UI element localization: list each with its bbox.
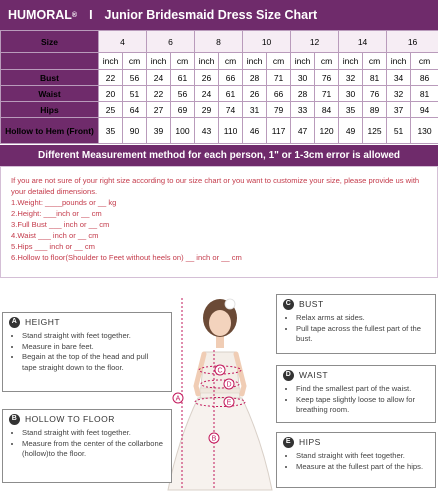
card-title [9, 317, 165, 328]
field-hollow-to-floor: 6.Hollow to floor(Shoulder to Feet without heels on) __ inch or __ cm [11, 253, 242, 262]
field-height: 2.Height: ___inch or __ cm [11, 209, 102, 218]
table-cell: 61 [219, 86, 243, 102]
table-cell: 66 [219, 70, 243, 86]
table-cell: 43 [195, 118, 219, 144]
badge-e-icon: E [283, 437, 294, 448]
table-cell: 76 [315, 70, 339, 86]
table-cell: 120 [315, 118, 339, 144]
list-item: • Measure at the fullest part of the hips. [296, 462, 429, 473]
table-cell: 86 [411, 70, 438, 86]
table-cell: 28 [291, 86, 315, 102]
waist-row [1, 86, 438, 102]
size-label: Size [1, 31, 99, 53]
unit-cm: cm [411, 53, 438, 70]
brand-name: HUMORAL [8, 8, 72, 22]
size-4: 4 [99, 31, 147, 53]
list-item: • Begain at the top of the head and pull tape straight down to the floor. [22, 352, 165, 373]
table-cell: 56 [171, 86, 195, 102]
table-cell: 90 [123, 118, 147, 144]
instructions-intro: If you are not sure of your right size according to our size chart or you want to customize your size, please provide us with your detailed dimensions. [11, 176, 420, 196]
card-heading: BUST [299, 299, 324, 310]
table-cell: 34 [387, 70, 411, 86]
trademark-symbol: ® [71, 11, 78, 19]
list-item: • Measure from the center of the collarbone (hollow)to the floor. [22, 439, 165, 460]
card-heading: HOLLOW TO FLOOR [25, 414, 115, 425]
table-cell: 56 [123, 70, 147, 86]
list-item: • Keep tape slightly loose to allow for breathing room. [296, 395, 429, 416]
field-weight: 1.Weight: ____pounds or __ kg [11, 198, 117, 207]
table-cell: 29 [195, 102, 219, 118]
unit-inch: inch [387, 53, 411, 70]
badge-c-icon: C [283, 299, 294, 310]
table-cell: 117 [267, 118, 291, 144]
size-12: 12 [291, 31, 339, 53]
table-cell: 31 [243, 102, 267, 118]
table-cell: 71 [267, 70, 291, 86]
table-cell: 32 [387, 86, 411, 102]
hips-row [1, 102, 438, 118]
unit-cm: cm [315, 53, 339, 70]
table-cell: 26 [195, 70, 219, 86]
table-cell: 49 [339, 118, 363, 144]
table-cell: 76 [363, 86, 387, 102]
face [209, 310, 231, 336]
size-chart-table [0, 30, 438, 144]
field-hips: 5.Hips ___ inch or __ cm [11, 242, 95, 251]
measurement-fields [11, 197, 427, 263]
table-cell: 130 [411, 118, 438, 144]
table-cell: 84 [315, 102, 339, 118]
badge-d-icon: D [283, 370, 294, 381]
unit-inch: inch [195, 53, 219, 70]
size-row [1, 31, 438, 53]
unit-inch: inch [147, 53, 171, 70]
hollow-to-floor-card [2, 409, 172, 483]
table-cell: 20 [99, 86, 123, 102]
hollow-to-hem-row [1, 118, 438, 144]
list-item: • Stand straight with feet together. [296, 451, 429, 462]
list-item: • Measure in bare feet. [22, 342, 165, 353]
table-cell: 100 [171, 118, 195, 144]
table-cell: 24 [195, 86, 219, 102]
card-list [283, 384, 429, 416]
list-item: • Stand straight with feet together. [22, 331, 165, 342]
list-item: • Relax arms at sides. [296, 313, 429, 324]
table-cell: 26 [243, 86, 267, 102]
height-card [2, 312, 172, 392]
card-title [283, 370, 429, 381]
table-cell: 66 [267, 86, 291, 102]
table-cell: 81 [411, 86, 438, 102]
table-cell: 30 [339, 86, 363, 102]
table-cell: 27 [147, 102, 171, 118]
list-item: • Pull tape across the fullest part of the bust. [296, 324, 429, 345]
size-10: 10 [243, 31, 291, 53]
unit-inch: inch [291, 53, 315, 70]
header-separator: I [89, 8, 93, 22]
custom-size-instructions [0, 166, 438, 278]
table-cell: 24 [147, 70, 171, 86]
unit-cm: cm [267, 53, 291, 70]
table-cell: 64 [123, 102, 147, 118]
unit-inch: inch [243, 53, 267, 70]
table-cell: 79 [267, 102, 291, 118]
card-list [9, 331, 165, 373]
card-heading: HEIGHT [25, 317, 61, 328]
row-label: Waist [1, 86, 99, 102]
bust-row [1, 70, 438, 86]
marker-b-label: B [211, 435, 217, 443]
table-cell: 39 [147, 118, 171, 144]
marker-a-label: A [175, 395, 181, 403]
unit-cm: cm [123, 53, 147, 70]
chart-header [0, 0, 438, 30]
hair-flower-icon [225, 299, 235, 309]
table-cell: 33 [291, 102, 315, 118]
card-title [283, 437, 429, 448]
table-cell: 94 [411, 102, 438, 118]
table-cell: 22 [99, 70, 123, 86]
unit-inch: inch [99, 53, 123, 70]
table-cell: 47 [291, 118, 315, 144]
table-cell: 32 [339, 70, 363, 86]
marker-d-label: D [226, 381, 232, 389]
card-list [283, 451, 429, 472]
size-16: 16 [387, 31, 438, 53]
error-tolerance-notice: Different Measurement method for each person, 1" or 1-3cm error is allowed [0, 145, 438, 166]
card-list [9, 428, 165, 460]
list-item: • Find the smallest part of the waist. [296, 384, 429, 395]
hips-card [276, 432, 436, 488]
waist-card [276, 365, 436, 423]
badge-b-icon: B [9, 414, 20, 425]
table-cell: 25 [99, 102, 123, 118]
dress-sash [200, 388, 240, 393]
size-8: 8 [195, 31, 243, 53]
table-cell: 110 [219, 118, 243, 144]
row-label: Hips [1, 102, 99, 118]
chart-title: Junior Bridesmaid Dress Size Chart [104, 8, 318, 22]
card-heading: WAIST [299, 370, 329, 381]
table-cell: 46 [243, 118, 267, 144]
table-cell: 69 [171, 102, 195, 118]
table-cell: 35 [99, 118, 123, 144]
list-item: • Stand straight with feet together. [22, 428, 165, 439]
table-cell: 51 [387, 118, 411, 144]
unit-cm: cm [171, 53, 195, 70]
row-label: Hollow to Hem (Front) [1, 118, 99, 144]
measurement-figure [160, 290, 280, 500]
card-heading: HIPS [299, 437, 321, 448]
size-14: 14 [339, 31, 387, 53]
table-cell: 37 [387, 102, 411, 118]
card-title [9, 414, 165, 425]
row-label: Bust [1, 70, 99, 86]
card-title [283, 299, 429, 310]
badge-a-icon: A [9, 317, 20, 328]
marker-e-label: E [226, 399, 232, 407]
table-cell: 81 [363, 70, 387, 86]
unit-inch: inch [339, 53, 363, 70]
unit-cm: cm [363, 53, 387, 70]
dress-skirt [168, 395, 272, 490]
table-cell: 51 [123, 86, 147, 102]
field-full-bust: 3.Full Bust ___ inch or __ cm [11, 220, 110, 229]
table-cell: 35 [339, 102, 363, 118]
table-cell: 28 [243, 70, 267, 86]
table-cell: 125 [363, 118, 387, 144]
field-waist: 4.Waist ___ inch or __ cm [11, 231, 99, 240]
unit-row [1, 53, 438, 70]
table-cell: 22 [147, 86, 171, 102]
table-cell: 61 [171, 70, 195, 86]
unit-row-blank [1, 53, 99, 70]
table-cell: 74 [219, 102, 243, 118]
card-list [283, 313, 429, 345]
size-6: 6 [147, 31, 195, 53]
unit-cm: cm [219, 53, 243, 70]
marker-c-label: C [217, 367, 223, 375]
table-cell: 89 [363, 102, 387, 118]
bust-card [276, 294, 436, 354]
table-cell: 71 [315, 86, 339, 102]
neck [216, 336, 224, 348]
table-cell: 30 [291, 70, 315, 86]
